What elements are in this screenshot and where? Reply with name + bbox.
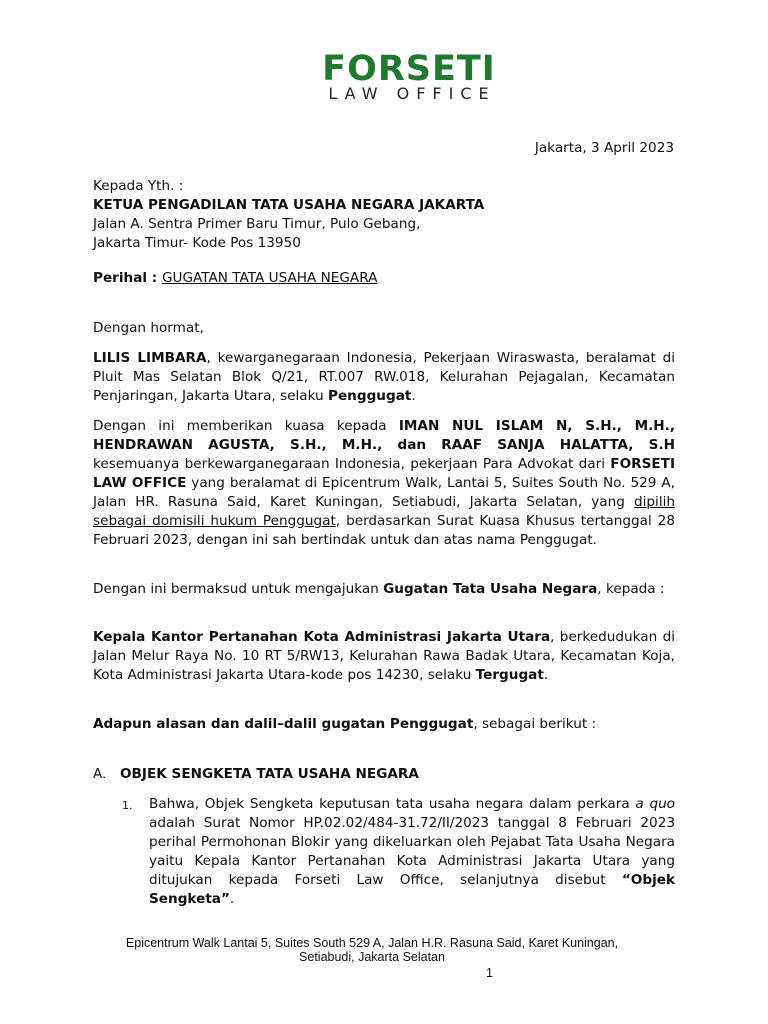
logo-subtitle: LAW OFFICE <box>328 84 496 103</box>
paragraph-defendant <box>93 628 675 685</box>
item-1-end: . <box>229 891 235 907</box>
subject-line <box>93 269 675 288</box>
item-1-italic: a quo <box>635 796 676 812</box>
firm-logo <box>290 50 530 106</box>
logo-name: FORSETI <box>322 49 496 89</box>
paragraph-grounds <box>93 715 675 734</box>
poa-text-a: Dengan ini memberikan kuasa kepada <box>93 418 399 434</box>
item-1-text <box>149 795 675 909</box>
plaintiff-name: LILIS LIMBARA <box>93 350 207 366</box>
page-number: 1 <box>486 966 493 980</box>
recipient-intro: Kepada Yth. : <box>93 178 184 194</box>
letter-date: Jakarta, 3 April 2023 <box>534 140 674 156</box>
section-a-title: OBJEK SENGKETA TATA USAHA NEGARA <box>120 766 419 782</box>
lawyer-names: IMAN NUL ISLAM N, S.H., M.H., HENDRAWAN AGUSTA, S.H., M.H., dan RAAF SANJA HALATTA, S.H <box>93 418 675 453</box>
item-1-term: “Objek Sengketa” <box>149 872 675 907</box>
footer-address-line1: Epicentrum Walk Lantai 5, Suites South 529 A, Jalan H.R. Rasuna Said, Karet Kuningan, <box>125 936 619 950</box>
item-1-text-b: adalah Surat Nomor HP.02.02/484-31.72/II/2023 tanggal 8 Februari 2023 perihal Permohonan Blokir yang dikeluarkan oleh Pejabat Tata Usaha Negara yaitu Kepala Kantor Pertanahan Kota Administrasi Jakarta Utara yang ditujukan kepada Forseti Law Office, selanjutnya disebut <box>149 815 675 888</box>
poa-text-d: , berdasarkan Surat Kuasa Khusus tertanggal 28 Februari 2023, dengan ini sah bertindak untuk dan atas nama Penggugat. <box>93 513 675 548</box>
greeting: Dengan hormat, <box>93 320 204 336</box>
item-1-number: 1. <box>122 799 133 812</box>
paragraph-power-of-attorney <box>93 417 675 550</box>
subject-value: GUGATAN TATA USAHA NEGARA <box>161 270 378 286</box>
plaintiff-end: . <box>411 388 416 404</box>
subject-label: Perihal : <box>93 270 162 286</box>
firm-name: FORSETI LAW OFFICE <box>93 456 675 491</box>
footer-address-line2: Setiabudi, Jakarta Selatan <box>299 950 445 964</box>
grounds-bold: Adapun alasan dan dalil–dalil gugatan Penggugat <box>93 716 474 732</box>
paragraph-plaintiff <box>93 349 675 406</box>
recipient-block <box>93 177 675 253</box>
defendant-party: Kepala Kantor Pertanahan Kota Administrasi Jakarta Utara <box>93 629 551 645</box>
poa-text-c: yang beralamat di Epicentrum Walk, Lantai 5, Suites South No. 529 A, Jalan HR. Rasuna Said, Karet Kuningan, Setiabudi, Jakarta Selatan, yang <box>93 475 676 510</box>
defendant-text: , berkedudukan di Jalan Melur Raya No. 10 RT 5/RW13, Kelurahan Rawa Badak Utara, Kecamatan Koja, Kota Administrasi Jakarta Utara-kode pos 14230, selaku <box>93 629 675 683</box>
grounds-text: , sebagai berikut : <box>473 716 597 732</box>
plaintiff-role: Penggugat <box>327 388 412 404</box>
recipient-address-line1: Jalan A. Sentra Primer Baru Timur, Pulo Gebang, <box>93 216 421 232</box>
domicile-text: dipilih sebagai domisili hukum Penggugat <box>93 494 675 529</box>
intent-text-a: Dengan ini bermaksud untuk mengajukan <box>93 581 384 597</box>
paragraph-intent <box>93 580 675 599</box>
item-1-text-a: Bahwa, Objek Sengketa keputusan tata usaha negara dalam perkara <box>149 796 636 812</box>
section-a-heading <box>93 765 419 784</box>
recipient-title: KETUA PENGADILAN TATA USAHA NEGARA JAKARTA <box>93 197 485 213</box>
intent-text-b: , kepada : <box>597 581 665 597</box>
section-a-letter: A. <box>93 766 107 782</box>
plaintiff-text: , kewarganegaraan Indonesia, Pekerjaan Wiraswasta, beralamat di Pluit Mas Selatan Blok Q/21, RT.007 RW.018, Kelurahan Pejagalan, Kecamatan Penjaringan, Jakarta Utara, selaku <box>93 350 675 404</box>
defendant-role: Tergugat <box>475 667 544 683</box>
poa-text-b: kesemuanya berkewarganegaraan Indonesia, pekerjaan Para Advokat dari <box>93 456 611 472</box>
recipient-address-line2: Jakarta Timur- Kode Pos 13950 <box>93 235 301 251</box>
defendant-end: . <box>543 667 549 683</box>
lawsuit-type: Gugatan Tata Usaha Negara <box>383 581 598 597</box>
